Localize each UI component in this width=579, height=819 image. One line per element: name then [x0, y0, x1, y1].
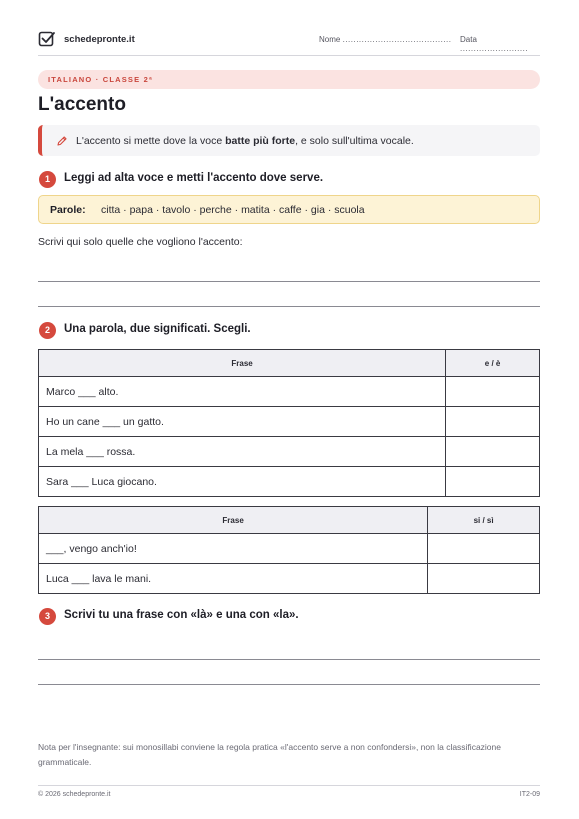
table-cell-sentence: Ho un cane ___ un gatto. — [39, 407, 446, 437]
table-cell-sentence: La mela ___ rossa. — [39, 437, 446, 467]
si-table — [38, 506, 540, 594]
word-list-box — [38, 195, 540, 224]
subject-badge — [38, 70, 540, 89]
question-3-text: Scrivi tu una frase con «là» e una con «la». — [64, 609, 299, 621]
checkbox-logo-icon — [38, 30, 56, 48]
callout-text — [76, 135, 414, 147]
answer-line[interactable] — [38, 659, 540, 660]
table-header-frase: Frase — [39, 507, 428, 534]
table-cell-answer[interactable] — [446, 467, 540, 497]
question-2-text: Una parola, due significati. Scegli. — [64, 323, 251, 335]
table-row — [39, 467, 540, 497]
sheet-code: IT2-09 — [519, 791, 540, 798]
question-1-instruction: Scrivi qui solo quelle che vogliono l'accento: — [38, 236, 243, 248]
date-field[interactable] — [460, 35, 540, 53]
table-row — [39, 437, 540, 467]
date-label: Data — [460, 35, 477, 44]
teacher-note: Nota per l'insegnante: sui monosillabi conviene la regola pratica «l'accento serve a non confondersi», non la classificazione grammaticale. — [38, 742, 501, 767]
table-cell-answer[interactable] — [428, 564, 540, 594]
name-label: Nome — [319, 35, 341, 44]
table-cell-answer[interactable] — [428, 534, 540, 564]
page-header — [38, 30, 540, 56]
e-table — [38, 349, 540, 497]
name-dots: ........................................ — [342, 35, 452, 44]
question-2-number: 2 — [39, 322, 56, 339]
callout-text-end: , e solo sull'ultima vocale. — [295, 135, 414, 147]
question-3-number: 3 — [39, 608, 56, 625]
table-header-choice: si / sì — [428, 507, 540, 534]
table-header-frase: Frase — [39, 350, 446, 377]
subject-badge-text: ITALIANO · CLASSE 2ª — [48, 75, 153, 84]
table-row — [39, 377, 540, 407]
table-header-choice: e / è — [446, 350, 540, 377]
table-cell-sentence: Marco ___ alto. — [39, 377, 446, 407]
word-list: citta · papa · tavolo · perche · matita · caffe · gia · scuola — [101, 204, 365, 216]
answer-line[interactable] — [38, 281, 540, 282]
table-cell-sentence: Sara ___ Luca giocano. — [39, 467, 446, 497]
table-cell-answer[interactable] — [446, 407, 540, 437]
callout-text-bold: batte più forte — [225, 135, 296, 147]
pencil-icon — [56, 135, 68, 147]
table-cell-answer[interactable] — [446, 377, 540, 407]
rule-callout — [38, 125, 540, 156]
copyright: © 2026 schedepronte.it — [38, 791, 111, 798]
table-cell-sentence: ___, vengo anch'io! — [39, 534, 428, 564]
word-list-label: Parole: — [50, 204, 86, 216]
table-cell-answer[interactable] — [446, 437, 540, 467]
callout-text-start: L'accento si mette dove la voce — [76, 135, 226, 147]
table-row — [39, 564, 540, 594]
page-title: L'accento — [38, 94, 126, 115]
page-footer — [38, 785, 540, 801]
name-field[interactable] — [319, 35, 451, 44]
table-cell-sentence: Luca ___ lava le mani. — [39, 564, 428, 594]
question-1-text: Leggi ad alta voce e metti l'accento dove serve. — [64, 172, 324, 184]
table-header-row — [39, 350, 540, 377]
brand-name: schedepronte.it — [64, 34, 135, 45]
table-row — [39, 534, 540, 564]
question-1-number: 1 — [39, 171, 56, 188]
answer-line[interactable] — [38, 684, 540, 685]
table-header-row — [39, 507, 540, 534]
table-row — [39, 407, 540, 437]
answer-line[interactable] — [38, 306, 540, 307]
date-dots: ......................... — [460, 44, 529, 53]
